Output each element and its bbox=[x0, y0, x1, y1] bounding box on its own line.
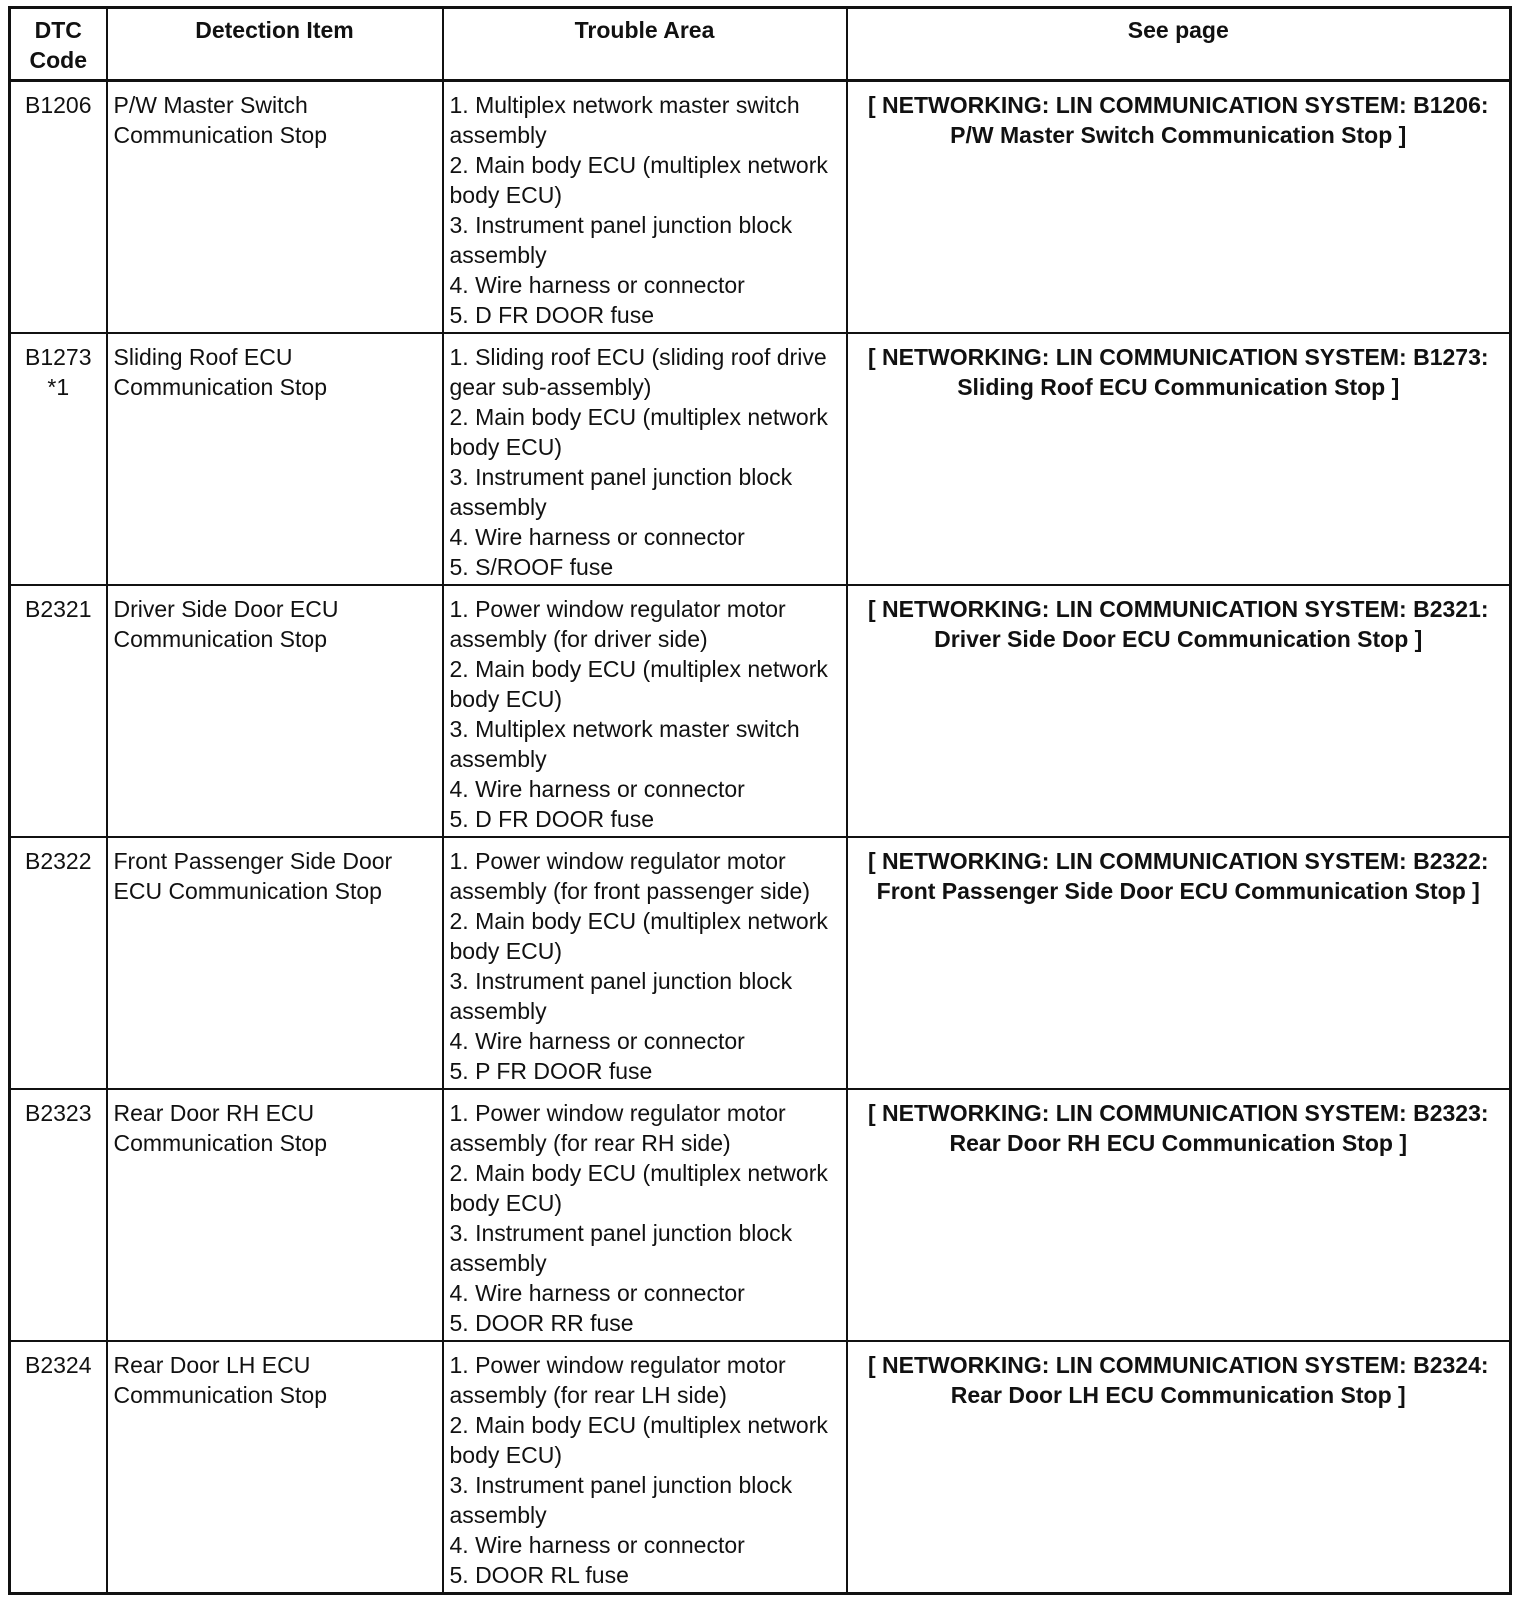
trouble-area-item: 1. Sliding roof ECU (sliding roof drive gear sub-assembly) bbox=[449, 344, 827, 400]
detection-item: Sliding Roof ECU Communication Stop bbox=[107, 333, 443, 585]
trouble-area-item: 4. Wire harness or connector bbox=[449, 1532, 745, 1558]
dtc-code: B1273 bbox=[24, 344, 92, 370]
trouble-area-item: 2. Main body ECU (multiplex network body ECU) bbox=[449, 1160, 828, 1216]
trouble-area-item: 3. Instrument panel junction block assembly bbox=[449, 464, 793, 520]
dtc-table bbox=[8, 6, 1512, 1595]
trouble-area-item: 5. D FR DOOR fuse bbox=[449, 806, 654, 832]
trouble-area-item: 5. D FR DOOR fuse bbox=[449, 302, 654, 328]
detection-item: Rear Door LH ECU Communication Stop bbox=[107, 1341, 443, 1594]
trouble-area-item: 3. Multiplex network master switch assembly bbox=[449, 716, 800, 772]
trouble-area-cell bbox=[443, 1341, 847, 1594]
detection-item: Front Passenger Side Door ECU Communication Stop bbox=[107, 837, 443, 1089]
see-page-link[interactable]: [ NETWORKING: LIN COMMUNICATION SYSTEM: B2323: Rear Door RH ECU Communication Stop ] bbox=[847, 1089, 1511, 1341]
dtc-code-cell bbox=[10, 1089, 107, 1341]
dtc-footnote: *1 bbox=[47, 374, 70, 400]
table-row bbox=[10, 333, 1511, 585]
trouble-area-item: 2. Main body ECU (multiplex network body ECU) bbox=[449, 1412, 828, 1468]
dtc-code-cell bbox=[10, 585, 107, 837]
table-row bbox=[10, 1341, 1511, 1594]
dtc-code-cell bbox=[10, 1341, 107, 1594]
trouble-area-item: 1. Power window regulator motor assembly (for rear RH side) bbox=[449, 1100, 786, 1156]
dtc-code: B2323 bbox=[24, 1100, 92, 1126]
trouble-area-item: 1. Power window regulator motor assembly (for driver side) bbox=[449, 596, 786, 652]
trouble-area-item: 1. Power window regulator motor assembly (for rear LH side) bbox=[449, 1352, 786, 1408]
detection-item: P/W Master Switch Communication Stop bbox=[107, 81, 443, 334]
trouble-area-item: 4. Wire harness or connector bbox=[449, 524, 745, 550]
see-page-link[interactable]: [ NETWORKING: LIN COMMUNICATION SYSTEM: B2321: Driver Side Door ECU Communication Stop ] bbox=[847, 585, 1511, 837]
see-page-link[interactable]: [ NETWORKING: LIN COMMUNICATION SYSTEM: B2322: Front Passenger Side Door ECU Communication Stop ] bbox=[847, 837, 1511, 1089]
table-header-row bbox=[10, 8, 1511, 81]
trouble-area-item: 3. Instrument panel junction block assembly bbox=[449, 212, 793, 268]
trouble-area-item: 5. DOOR RL fuse bbox=[449, 1562, 629, 1588]
trouble-area-cell bbox=[443, 837, 847, 1089]
detection-item: Driver Side Door ECU Communication Stop bbox=[107, 585, 443, 837]
trouble-area-cell bbox=[443, 1089, 847, 1341]
trouble-area-item: 4. Wire harness or connector bbox=[449, 776, 745, 802]
dtc-code: B1206 bbox=[24, 92, 92, 118]
trouble-area-item: 2. Main body ECU (multiplex network body ECU) bbox=[449, 656, 828, 712]
dtc-code-cell bbox=[10, 837, 107, 1089]
trouble-area-item: 4. Wire harness or connector bbox=[449, 1028, 745, 1054]
trouble-area-item: 3. Instrument panel junction block assembly bbox=[449, 1472, 793, 1528]
header-trouble-area: Trouble Area bbox=[443, 8, 847, 81]
trouble-area-cell bbox=[443, 333, 847, 585]
detection-item: Rear Door RH ECU Communication Stop bbox=[107, 1089, 443, 1341]
header-dtc-code: DTC Code bbox=[10, 8, 107, 81]
dtc-code-cell bbox=[10, 81, 107, 334]
trouble-area-item: 1. Power window regulator motor assembly (for front passenger side) bbox=[449, 848, 810, 904]
trouble-area-item: 2. Main body ECU (multiplex network body ECU) bbox=[449, 908, 828, 964]
trouble-area-cell bbox=[443, 585, 847, 837]
see-page-link[interactable]: [ NETWORKING: LIN COMMUNICATION SYSTEM: B1273: Sliding Roof ECU Communication Stop ] bbox=[847, 333, 1511, 585]
trouble-area-item: 2. Main body ECU (multiplex network body ECU) bbox=[449, 404, 828, 460]
trouble-area-item: 4. Wire harness or connector bbox=[449, 1280, 745, 1306]
header-see-page: See page bbox=[847, 8, 1511, 81]
table-row bbox=[10, 1089, 1511, 1341]
see-page-link[interactable]: [ NETWORKING: LIN COMMUNICATION SYSTEM: B1206: P/W Master Switch Communication Stop ] bbox=[847, 81, 1511, 334]
trouble-area-item: 2. Main body ECU (multiplex network body ECU) bbox=[449, 152, 828, 208]
dtc-code: B2324 bbox=[24, 1352, 92, 1378]
dtc-table-body bbox=[10, 81, 1511, 1594]
header-detection-item: Detection Item bbox=[107, 8, 443, 81]
trouble-area-item: 5. P FR DOOR fuse bbox=[449, 1058, 653, 1084]
trouble-area-item: 3. Instrument panel junction block assembly bbox=[449, 1220, 793, 1276]
table-row bbox=[10, 585, 1511, 837]
dtc-code: B2321 bbox=[24, 596, 92, 622]
dtc-code: B2322 bbox=[24, 848, 92, 874]
trouble-area-item: 1. Multiplex network master switch assembly bbox=[449, 92, 800, 148]
trouble-area-cell bbox=[443, 81, 847, 334]
trouble-area-item: 4. Wire harness or connector bbox=[449, 272, 745, 298]
table-row bbox=[10, 837, 1511, 1089]
trouble-area-item: 5. S/ROOF fuse bbox=[449, 554, 614, 580]
dtc-code-cell bbox=[10, 333, 107, 585]
table-row bbox=[10, 81, 1511, 334]
trouble-area-item: 3. Instrument panel junction block assembly bbox=[449, 968, 793, 1024]
trouble-area-item: 5. DOOR RR fuse bbox=[449, 1310, 634, 1336]
see-page-link[interactable]: [ NETWORKING: LIN COMMUNICATION SYSTEM: B2324: Rear Door LH ECU Communication Stop ] bbox=[847, 1341, 1511, 1594]
